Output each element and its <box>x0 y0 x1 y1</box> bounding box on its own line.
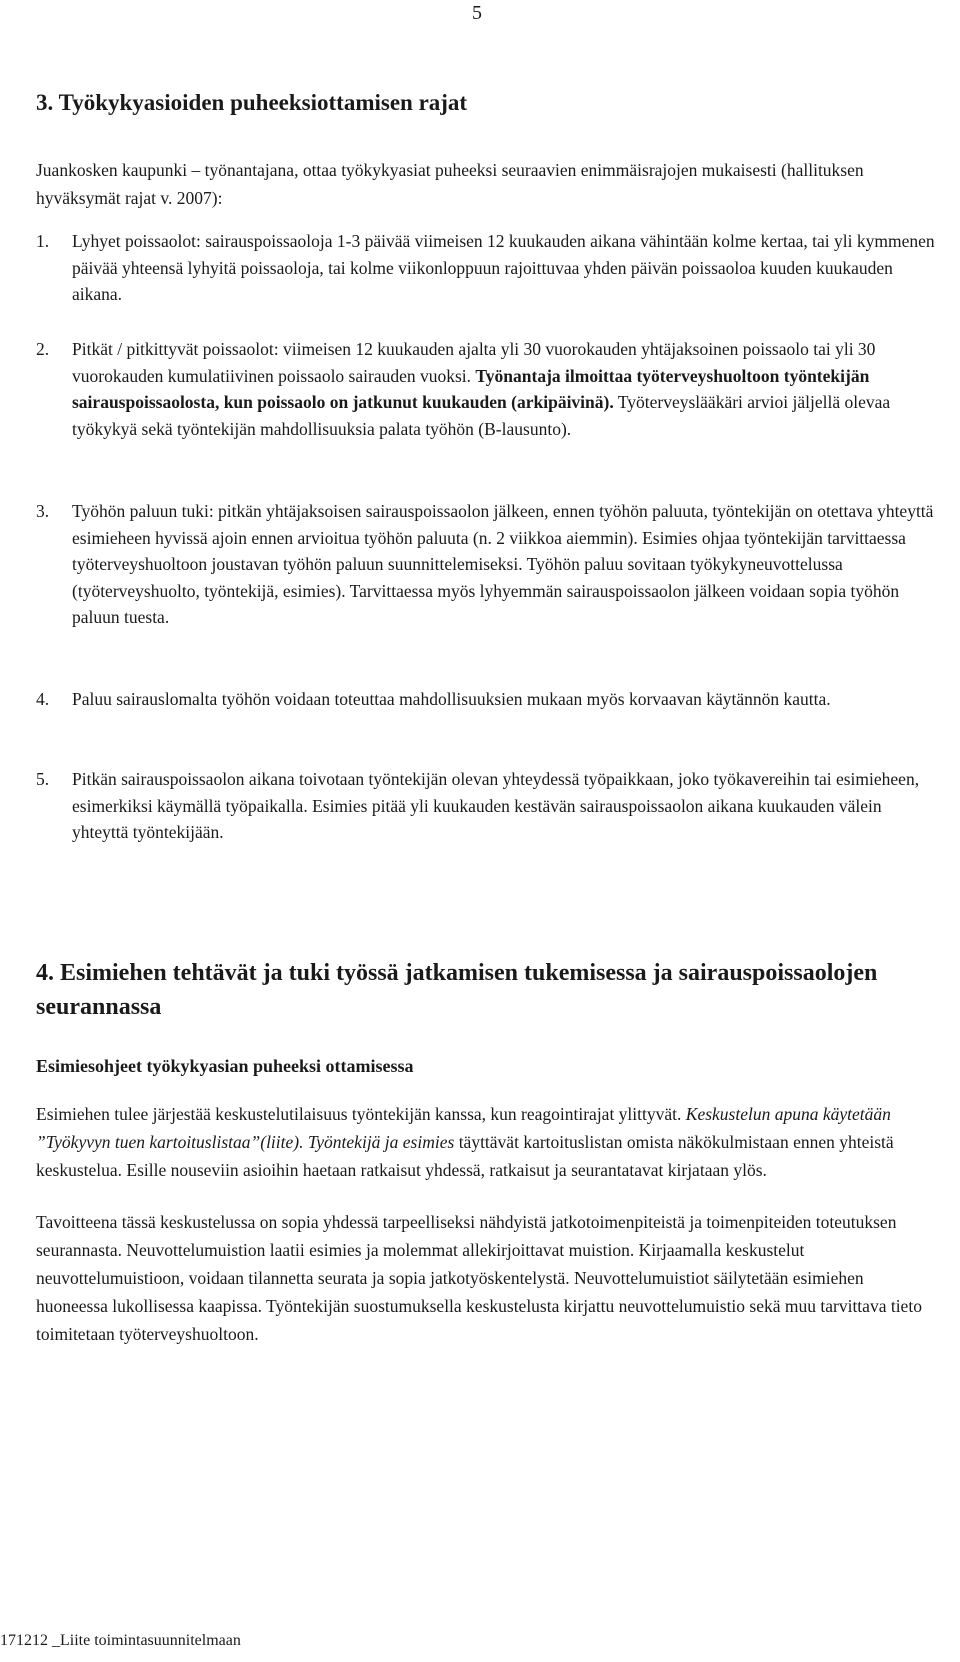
list-item <box>36 766 936 846</box>
section-3-heading: 3. Työkykyasioiden puheeksiottamisen rajat <box>36 90 468 115</box>
list-item-text: Pitkän sairauspoissaolon aikana toivotaan työntekijän olevan yhteydessä työpaikkaan, joko työkavereihin tai esimieheen, esimerkiksi käymällä työpaikalla. Esimies pitää yli kuukauden kestävän sairauspoissaolon aikana kuukauden välein yhteyttä työntekijään. <box>72 769 920 842</box>
list-item <box>36 686 936 713</box>
list-number: 5. <box>36 769 50 789</box>
list-item-text <box>72 336 936 442</box>
footer: 171212 _Liite toimintasuunnitelmaan <box>0 1632 241 1649</box>
list-item-text: Lyhyet poissaolot: sairauspoissaoloja 1-3 päivää viimeisen 12 kuukauden aikana vähintään kolme kertaa, tai yli kymmenen päivää yhteensä lyhyitä poissaoloja, tai kolme viikonloppuun rajoittuvaa yhden päivän poissaoloa kuuden kuukauden aikana. <box>72 231 935 304</box>
list-number: 3. <box>36 501 50 521</box>
paragraph-text: Esimiehen tulee järjestää keskustelutilaisuus työntekijän kanssa, kun reagointirajat ylittyvät. <box>36 1104 682 1124</box>
paragraph-text: täyttävät kartoituslistan omista näkökulmistaan ennen yhteistä keskustelua. Esille nouseviin asioihin haetaan ratkaisut yhdessä, ratkaisut ja seurantatavat kirjataan ylös. <box>36 1132 894 1180</box>
paragraph-italic-text: Keskustelun apuna käytetään ”Työkyvyn tuen kartoituslistaa”(liite). Työntekijä ja esimies <box>36 1104 891 1152</box>
list-item-text-part: Työterveyslääkäri arvioi jäljellä olevaa työkykyä sekä työntekijän mahdollisuuksia palata työhön (B-lausunto). <box>72 392 891 439</box>
section-4-subheading: Esimiesohjeet työkykyasian puheeksi ottamisessa <box>36 1056 414 1076</box>
list-number: 4. <box>36 689 50 709</box>
paragraph: Tavoitteena tässä keskustelussa on sopia yhdessä tarpeelliseksi nähdyistä jatkotoimenpiteistä ja toimenpiteiden toteutuksen seurannasta. Neuvottelumuistion laatii esimies ja molemmat allekirjoittavat muistion. Kirjaamalla keskustelut neuvottelumuistioon, voidaan tilannetta seurata ja sopia jatkotyöskentelystä. Neuvottelumuistiot säilytetään esimiehen huoneessa lukollisessa kaapissa. Työntekijän suostumuksella keskustelusta kirjattu neuvottelumuistio sekä muu tarvittava tieto toimitetaan työterveyshuoltoon. <box>36 1212 922 1344</box>
list-item-text: Työhön paluun tuki: pitkän yhtäjaksoisen sairauspoissaolon jälkeen, ennen työhön paluuta, työntekijän on otettava yhteyttä esimieheen hyvissä ajoin ennen arvioitua työhön paluuta (n. 2 viikkoa aiemmin). Esimies ohjaa työntekijän tarvittaessa työterveyshuoltoon joustavan työhön paluun suunnittelemiseksi. Työhön paluu sovitaan työkykyneuvottelussa (työterveyshuolto, työntekijä, esimies). Tarvittaessa myös lyhyemmän sairauspoissaolon jälkeen voidaan sopia työhön paluun tuesta. <box>72 501 934 627</box>
section-3-intro: Juankosken kaupunki – työnantajana, ottaa työkykyasiat puheeksi seuraavien enimmäisrajojen mukaisesti (hallituksen hyväksymät rajat v. 2007): <box>36 160 864 208</box>
paragraph <box>36 1100 936 1184</box>
list-item <box>36 498 936 631</box>
page-number: 5 <box>472 2 482 24</box>
list-item-text: Paluu sairauslomalta työhön voidaan toteuttaa mahdollisuuksien mukaan myös korvaavan käytännön kautta. <box>72 689 831 709</box>
list-item <box>36 336 936 442</box>
list-item-text-part: Pitkät / pitkittyvät poissaolot: viimeisen 12 kuukauden ajalta yli 30 vuorokauden yhtäjaksoinen poissaolo tai yli 30 vuorokauden kumulatiivinen poissaolo sairauden vuoksi. <box>72 339 876 386</box>
list-number: 1. <box>36 231 50 251</box>
section-4-heading: 4. Esimiehen tehtävät ja tuki työssä jatkamisen tukemisessa ja sairauspoissaolojen seurannassa <box>36 960 878 1020</box>
list-number: 2. <box>36 339 50 359</box>
list-item <box>36 228 936 308</box>
list-item-bold-text: Työnantaja ilmoittaa työterveyshuoltoon työntekijän sairauspoissaolosta, kun poissaolo on jatkunut kuukauden (arkipäivinä). <box>72 365 870 412</box>
